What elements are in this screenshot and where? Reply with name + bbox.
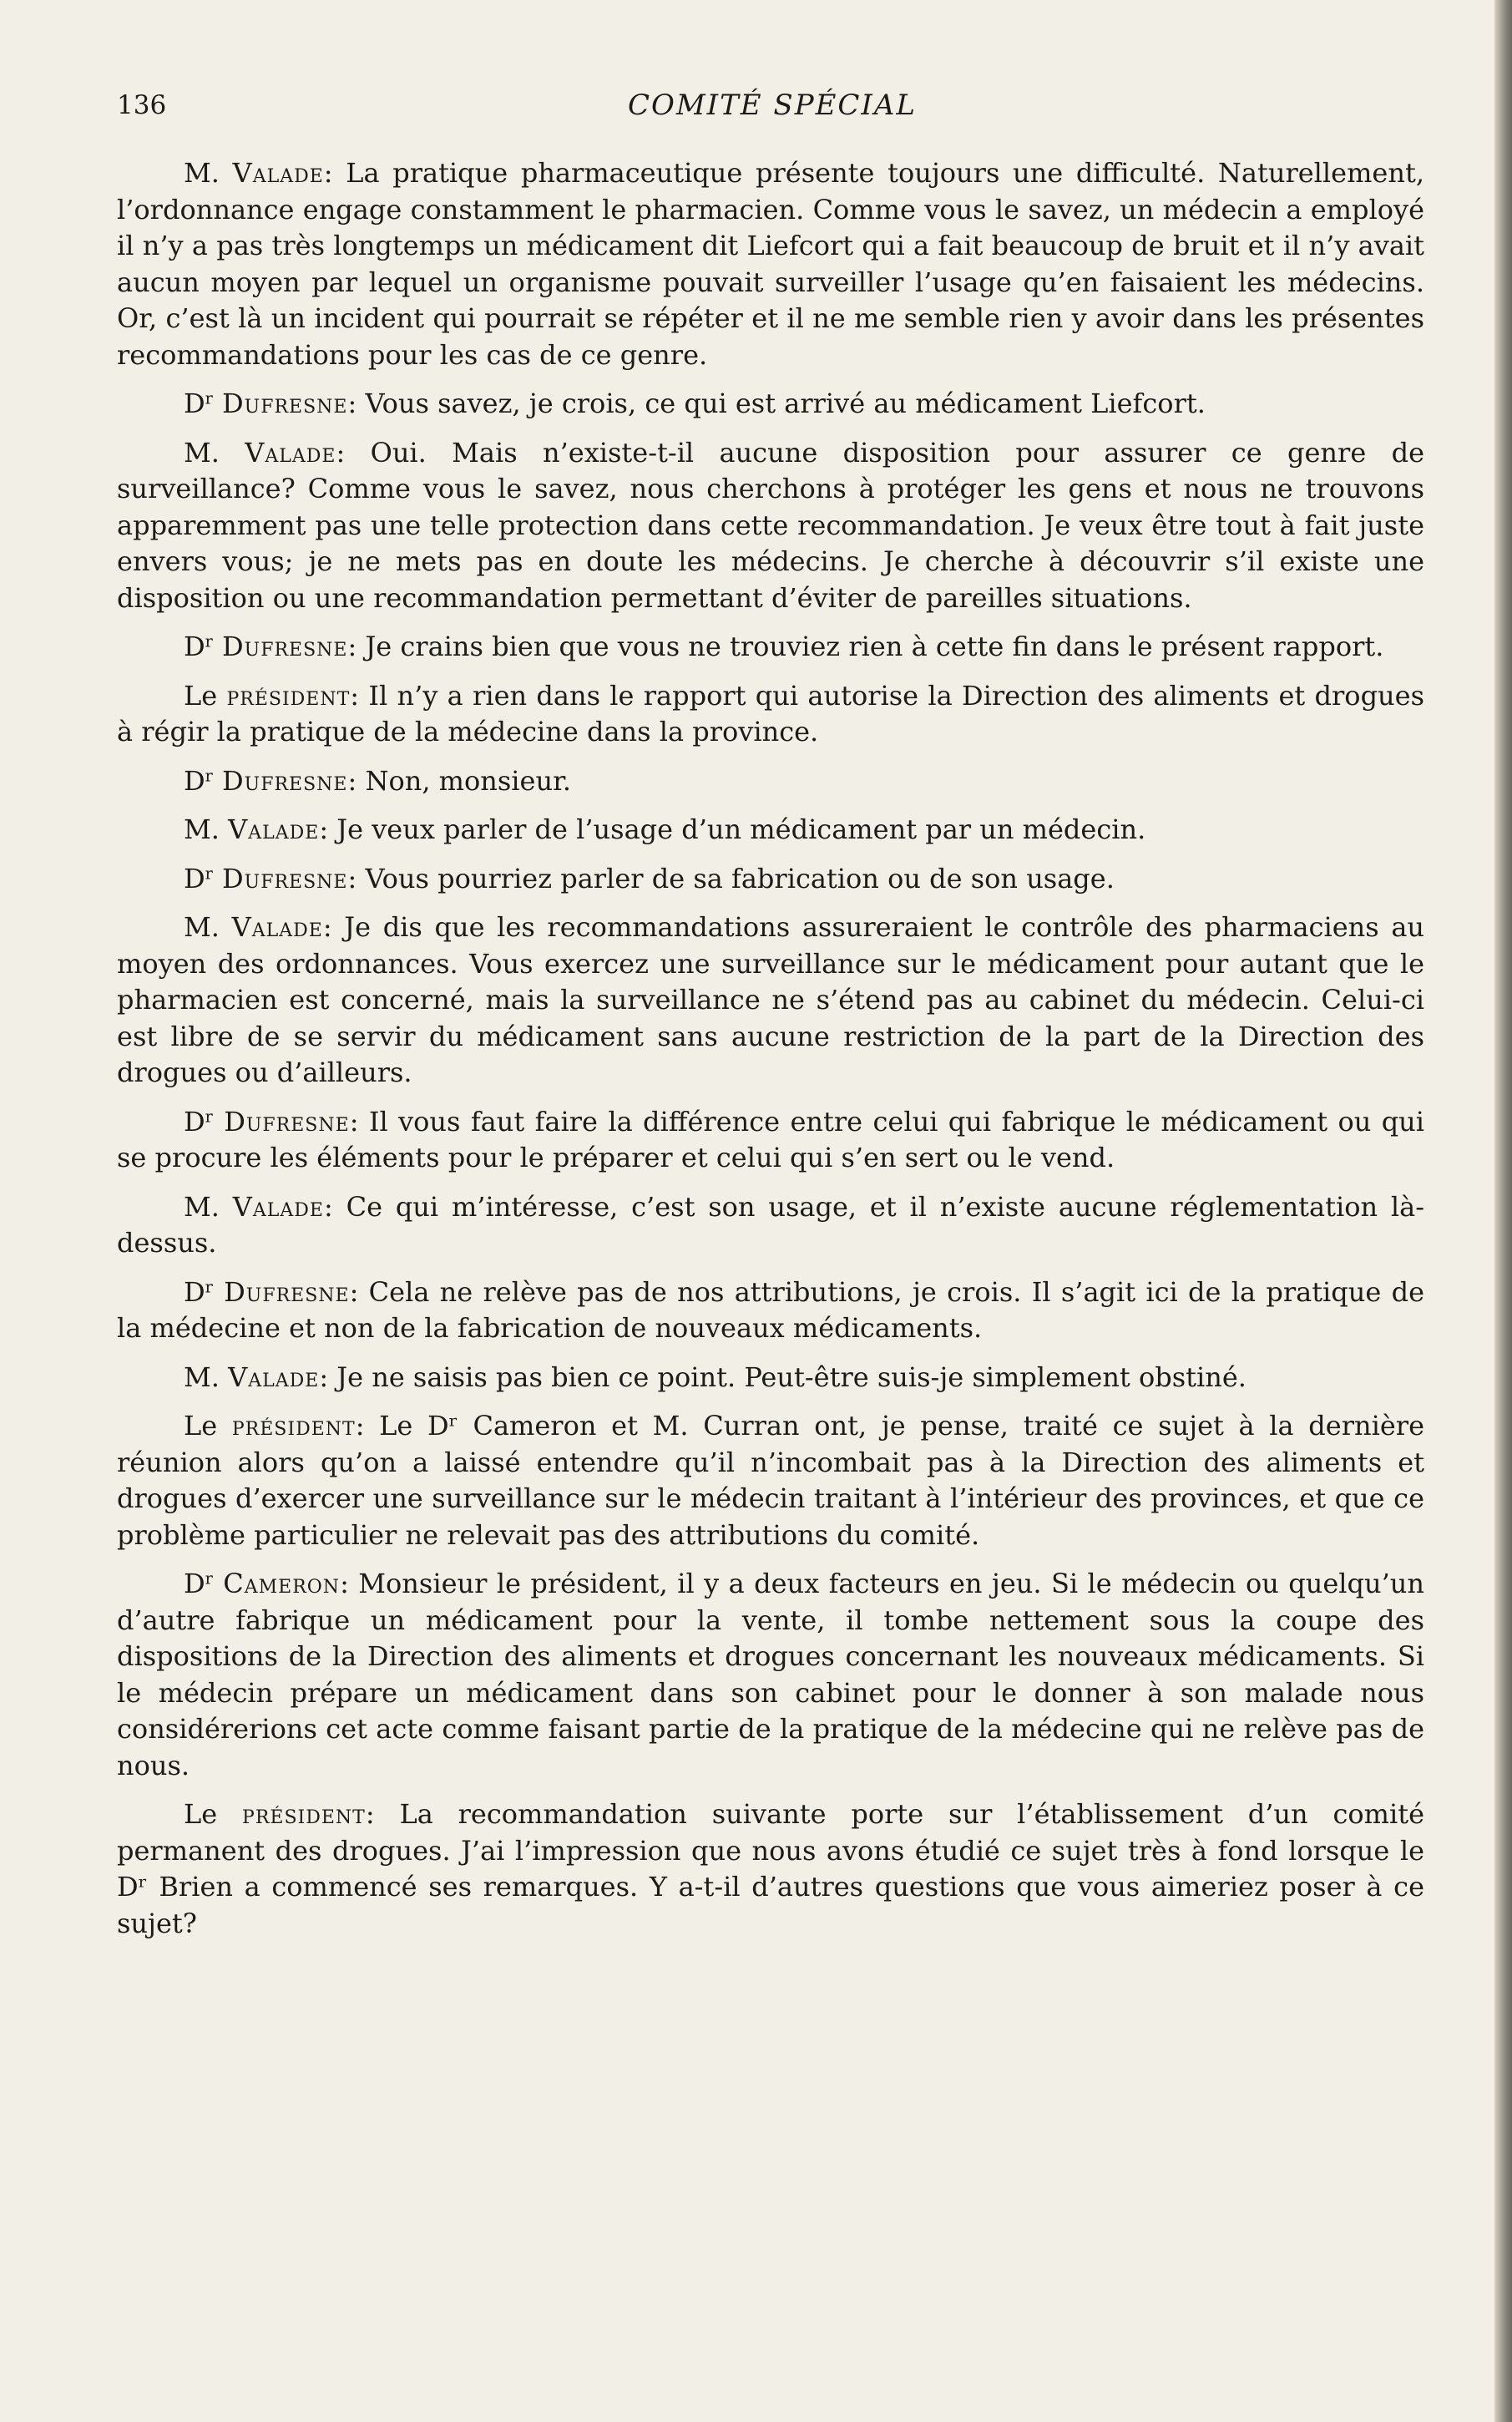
transcript-paragraph bbox=[117, 678, 1424, 751]
paragraph-text: Le Dʳ Cameron et M. Curran ont, je pense, traité ce sujet à la dernière réunion alors qu’on a laissé entendre qu’il n’incombait pas à la Direction des aliments et drogues d’exercer une surveillance sur le médecin traitant à l’intérieur des provinces, et que ce problème particulier ne relevait pas des attributions du comité. bbox=[117, 1410, 1425, 1551]
speaker-colon: : bbox=[347, 388, 366, 419]
paragraph-text: La pratique pharmaceutique présente toujours une difficulté. Naturellement, l’ordonnance engage constamment le pharmacien. Comme vous le savez, un médecin a employé il n’y a pas très longtemps un médicament dit Liefcort qui a fait beaucoup de bruit et il n’y avait aucun moyen par lequel un organisme pouvait surveiller l’usage qu’en faisaient les médecins. Or, c’est là un incident qui pourrait se répéter et il ne me semble rien y avoir dans les présentes recommandations pour les cas de ce genre. bbox=[117, 157, 1425, 371]
paragraph-text: Cela ne relève pas de nos attributions, je crois. Il s’agit ici de la pratique de la médecine et non de la fabrication de nouveaux médicaments. bbox=[117, 1275, 1425, 1344]
transcript-paragraph bbox=[117, 386, 1424, 423]
speaker-colon: : bbox=[319, 813, 337, 845]
paragraph-text: Monsieur le président, il y a deux facteurs en jeu. Si le médecin ou quelqu’un d’autre fabrique un médicament pour la vente, il tombe nettement sous la coupe des dispositions de la Direction des aliments et drogues concernant les nouveaux médicaments. Si le médecin prépare un médicament dans son cabinet pour le donner à son malade nous considérerions cet acte comme faisant partie de la pratique de la médecine qui ne relève pas de nous. bbox=[117, 1568, 1425, 1781]
speaker-prefix: M. bbox=[184, 157, 233, 189]
speaker-title-superscript: r bbox=[205, 863, 213, 883]
speaker-prefix: D bbox=[184, 1105, 205, 1138]
transcript-paragraph bbox=[117, 812, 1424, 849]
speaker-prefix: D bbox=[184, 764, 205, 797]
transcript-paragraph bbox=[117, 861, 1424, 898]
speaker-name: Valade bbox=[232, 1190, 324, 1223]
speaker-colon: : bbox=[347, 631, 366, 662]
running-title: COMITÉ SPÉCIAL bbox=[627, 89, 917, 122]
speaker-name: Dufresne bbox=[212, 862, 348, 894]
transcript-paragraph bbox=[117, 1189, 1424, 1262]
speaker-colon: : bbox=[347, 764, 366, 797]
paragraph-text: Vous savez, je crois, ce qui est arrivé au médicament Liefcort. bbox=[365, 388, 1206, 419]
transcript-paragraph bbox=[117, 1274, 1424, 1347]
speaker-name: président bbox=[242, 1798, 366, 1830]
transcript-paragraph bbox=[117, 1104, 1424, 1177]
speaker-name: président bbox=[231, 1410, 356, 1442]
speaker-prefix: M. bbox=[184, 813, 229, 845]
speaker-colon: : bbox=[365, 1798, 400, 1830]
transcript-paragraph bbox=[117, 435, 1424, 617]
transcript-paragraph bbox=[117, 629, 1424, 666]
paragraph-text: Je ne saisis pas bien ce point. Peut-être suis-je simplement obstiné. bbox=[336, 1360, 1247, 1393]
speaker-name: Dufresne bbox=[212, 1105, 350, 1138]
paragraph-text: Il n’y a rien dans le rapport qui autorise la Direction des aliments et drogues à régir la pratique de la médecine dans la province. bbox=[117, 679, 1425, 747]
speaker-prefix: D bbox=[184, 388, 205, 419]
transcript-paragraph bbox=[117, 1796, 1424, 1942]
speaker-prefix: M. bbox=[184, 1360, 229, 1393]
speaker-prefix: Le bbox=[184, 1410, 232, 1442]
speaker-prefix: D bbox=[184, 1568, 205, 1599]
speaker-colon: : bbox=[323, 1190, 346, 1223]
paragraph-text: Oui. Mais n’existe-t-il aucune disposition pour assurer ce genre de surveillance? Comme vous le savez, nous cherchons à protéger les gens et nous ne trouvons apparemment pas une telle protection dans cette recommandation. Je veux être tout à fait juste envers vous; je ne mets pas en doute les médecins. Je cherche à découvrir s’il existe une disposition ou une recommandation permettant d’éviter de pareilles situations. bbox=[117, 436, 1424, 614]
speaker-title-superscript: r bbox=[205, 1276, 213, 1296]
transcript-body bbox=[117, 155, 1424, 1954]
speaker-prefix: Le bbox=[184, 679, 227, 712]
speaker-name: Dufresne bbox=[212, 1275, 350, 1308]
speaker-colon: : bbox=[336, 436, 371, 469]
speaker-name: Valade bbox=[231, 911, 323, 943]
speaker-name: Dufresne bbox=[212, 764, 348, 797]
speaker-colon: : bbox=[340, 1568, 359, 1599]
speaker-title-superscript: r bbox=[205, 1568, 213, 1588]
speaker-prefix: M. bbox=[184, 911, 232, 943]
transcript-paragraph bbox=[117, 763, 1424, 800]
page-header bbox=[117, 82, 1428, 129]
paragraph-text: Vous pourriez parler de sa fabrication ou de son usage. bbox=[365, 862, 1115, 894]
page-edge bbox=[1494, 0, 1512, 2422]
speaker-name: Valade bbox=[245, 436, 336, 469]
speaker-colon: : bbox=[322, 911, 345, 943]
transcript-paragraph bbox=[117, 1408, 1424, 1553]
speaker-name: Dufresne bbox=[212, 388, 348, 419]
page-number: 136 bbox=[117, 90, 167, 120]
speaker-title-superscript: r bbox=[205, 388, 213, 408]
speaker-title-superscript: r bbox=[205, 631, 213, 651]
paragraph-text: Je dis que les recommandations assureraient le contrôle des pharmaciens au moyen des ordonnances. Vous exercez une surveillance sur le médicament pour autant que le pharmacien est concerné, mais la surveillance ne s’étend pas au cabinet du médecin. Celui-ci est libre de se servir du médicament sans aucune restriction de la part de la Direction des drogues ou d’ailleurs. bbox=[117, 911, 1425, 1088]
speaker-name: Cameron bbox=[212, 1568, 341, 1599]
speaker-title-superscript: r bbox=[205, 1106, 213, 1126]
speaker-prefix: M. bbox=[184, 1190, 233, 1223]
speaker-prefix: D bbox=[184, 862, 205, 894]
speaker-name: Valade bbox=[232, 157, 324, 189]
speaker-title-superscript: r bbox=[205, 765, 213, 785]
paragraph-text: Ce qui m’intéresse, c’est son usage, et il n’existe aucune réglementation là-dessus. bbox=[117, 1190, 1425, 1259]
speaker-colon: : bbox=[347, 862, 366, 894]
paragraph-text: La recommandation suivante porte sur l’établissement d’un comité permanent des drogues. J’ai l’impression que nous avons étudié ce sujet très à fond lorsque le Dʳ Brien a commencé ses remarques. Y a-t-il d’autres questions que vous aimeriez poser à ce sujet? bbox=[117, 1798, 1425, 1939]
speaker-colon: : bbox=[323, 157, 346, 189]
paragraph-text: Je crains bien que vous ne trouviez rien à cette fin dans le présent rapport. bbox=[365, 631, 1384, 662]
speaker-colon: : bbox=[319, 1360, 337, 1393]
paragraph-text: Non, monsieur. bbox=[365, 764, 572, 797]
speaker-name: président bbox=[226, 679, 351, 712]
speaker-prefix: D bbox=[184, 1275, 205, 1308]
speaker-prefix: D bbox=[184, 631, 205, 662]
speaker-name: Dufresne bbox=[212, 631, 348, 662]
transcript-paragraph bbox=[117, 155, 1424, 373]
speaker-name: Valade bbox=[228, 1360, 320, 1393]
speaker-colon: : bbox=[349, 1275, 369, 1308]
speaker-colon: : bbox=[350, 679, 369, 712]
transcript-paragraph bbox=[117, 1360, 1424, 1396]
speaker-prefix: M. bbox=[184, 436, 245, 469]
transcript-paragraph bbox=[117, 1566, 1424, 1784]
speaker-name: Valade bbox=[228, 813, 320, 845]
speaker-colon: : bbox=[355, 1410, 380, 1442]
paragraph-text: Je veux parler de l’usage d’un médicament par un médecin. bbox=[336, 813, 1146, 845]
speaker-colon: : bbox=[349, 1105, 369, 1138]
paragraph-text: Il vous faut faire la différence entre celui qui fabrique le médicament ou qui se procure les éléments pour le préparer et celui qui s’en sert ou le vend. bbox=[117, 1105, 1425, 1173]
transcript-paragraph bbox=[117, 910, 1424, 1092]
speaker-prefix: Le bbox=[184, 1798, 243, 1830]
